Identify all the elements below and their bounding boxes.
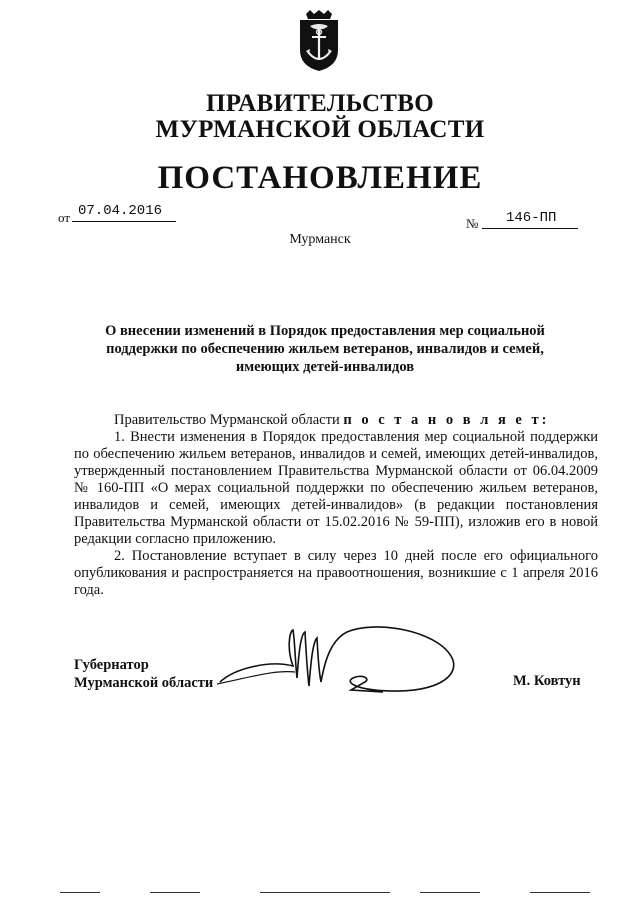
government-name-line2: МУРМАНСКОЙ ОБЛАСТИ <box>155 116 485 143</box>
signatory-position <box>74 656 213 692</box>
footer-rule-mark <box>150 892 200 893</box>
handwritten-signature <box>215 620 475 710</box>
number-label: № <box>466 216 479 231</box>
government-name-line1: ПРАВИТЕЛЬСТВО <box>206 90 434 117</box>
item-1-paragraph: 1. Внести изменения в Порядок предоставления мер социальной поддержки по обеспечению жильем ветеранов, инвалидов и семей, имеющих детей-инвалидов, утвержденный постановлением Правительства Мурманской области от 06.04.2009 № 160-ПП «О мерах социальной поддержки по обеспечению жильем ветеранов, инвалидов и семей, имеющих детей-инвалидов» (в редакции постановления Правительства Мурманской области от 15.02.2016 № 59-ПП), изложив его в новой редакции согласно приложению. <box>74 429 598 547</box>
intro-lead: Правительство Мурманской области <box>114 412 344 428</box>
item-2-paragraph: 2. Постановление вступает в силу через 10 дней после его официального опубликования и распространяется на правоотношения, возникшие с 1 апреля 2016 года. <box>74 548 598 598</box>
intro-resolves: п о с т а н о в л я е т: <box>343 412 550 428</box>
decree-subject-title: О внесении изменений в Порядок предоставления мер социальной поддержки по обеспечению жильем ветеранов, инвалидов и семей, имеющих детей-инвалидов <box>105 323 545 375</box>
signatory-name: М. Ковтун <box>513 673 581 689</box>
city: Мурманск <box>289 232 351 247</box>
footer-rule-mark <box>60 892 100 893</box>
footer-rule-mark <box>420 892 480 893</box>
footer-rule-mark <box>260 892 390 893</box>
coat-of-arms-emblem <box>296 10 342 72</box>
position-line2: Мурманской области <box>74 675 214 691</box>
intro-paragraph <box>74 412 598 429</box>
document-number: 146-ПП <box>482 210 578 229</box>
document-type-title: ПОСТАНОВЛЕНИЕ <box>157 160 483 196</box>
date-label: от <box>58 210 71 225</box>
decree-body <box>74 412 598 599</box>
document-date: 07.04.2016 <box>72 203 176 222</box>
footer-rule-mark <box>530 892 590 893</box>
position-line1: Губернатор <box>74 657 149 673</box>
